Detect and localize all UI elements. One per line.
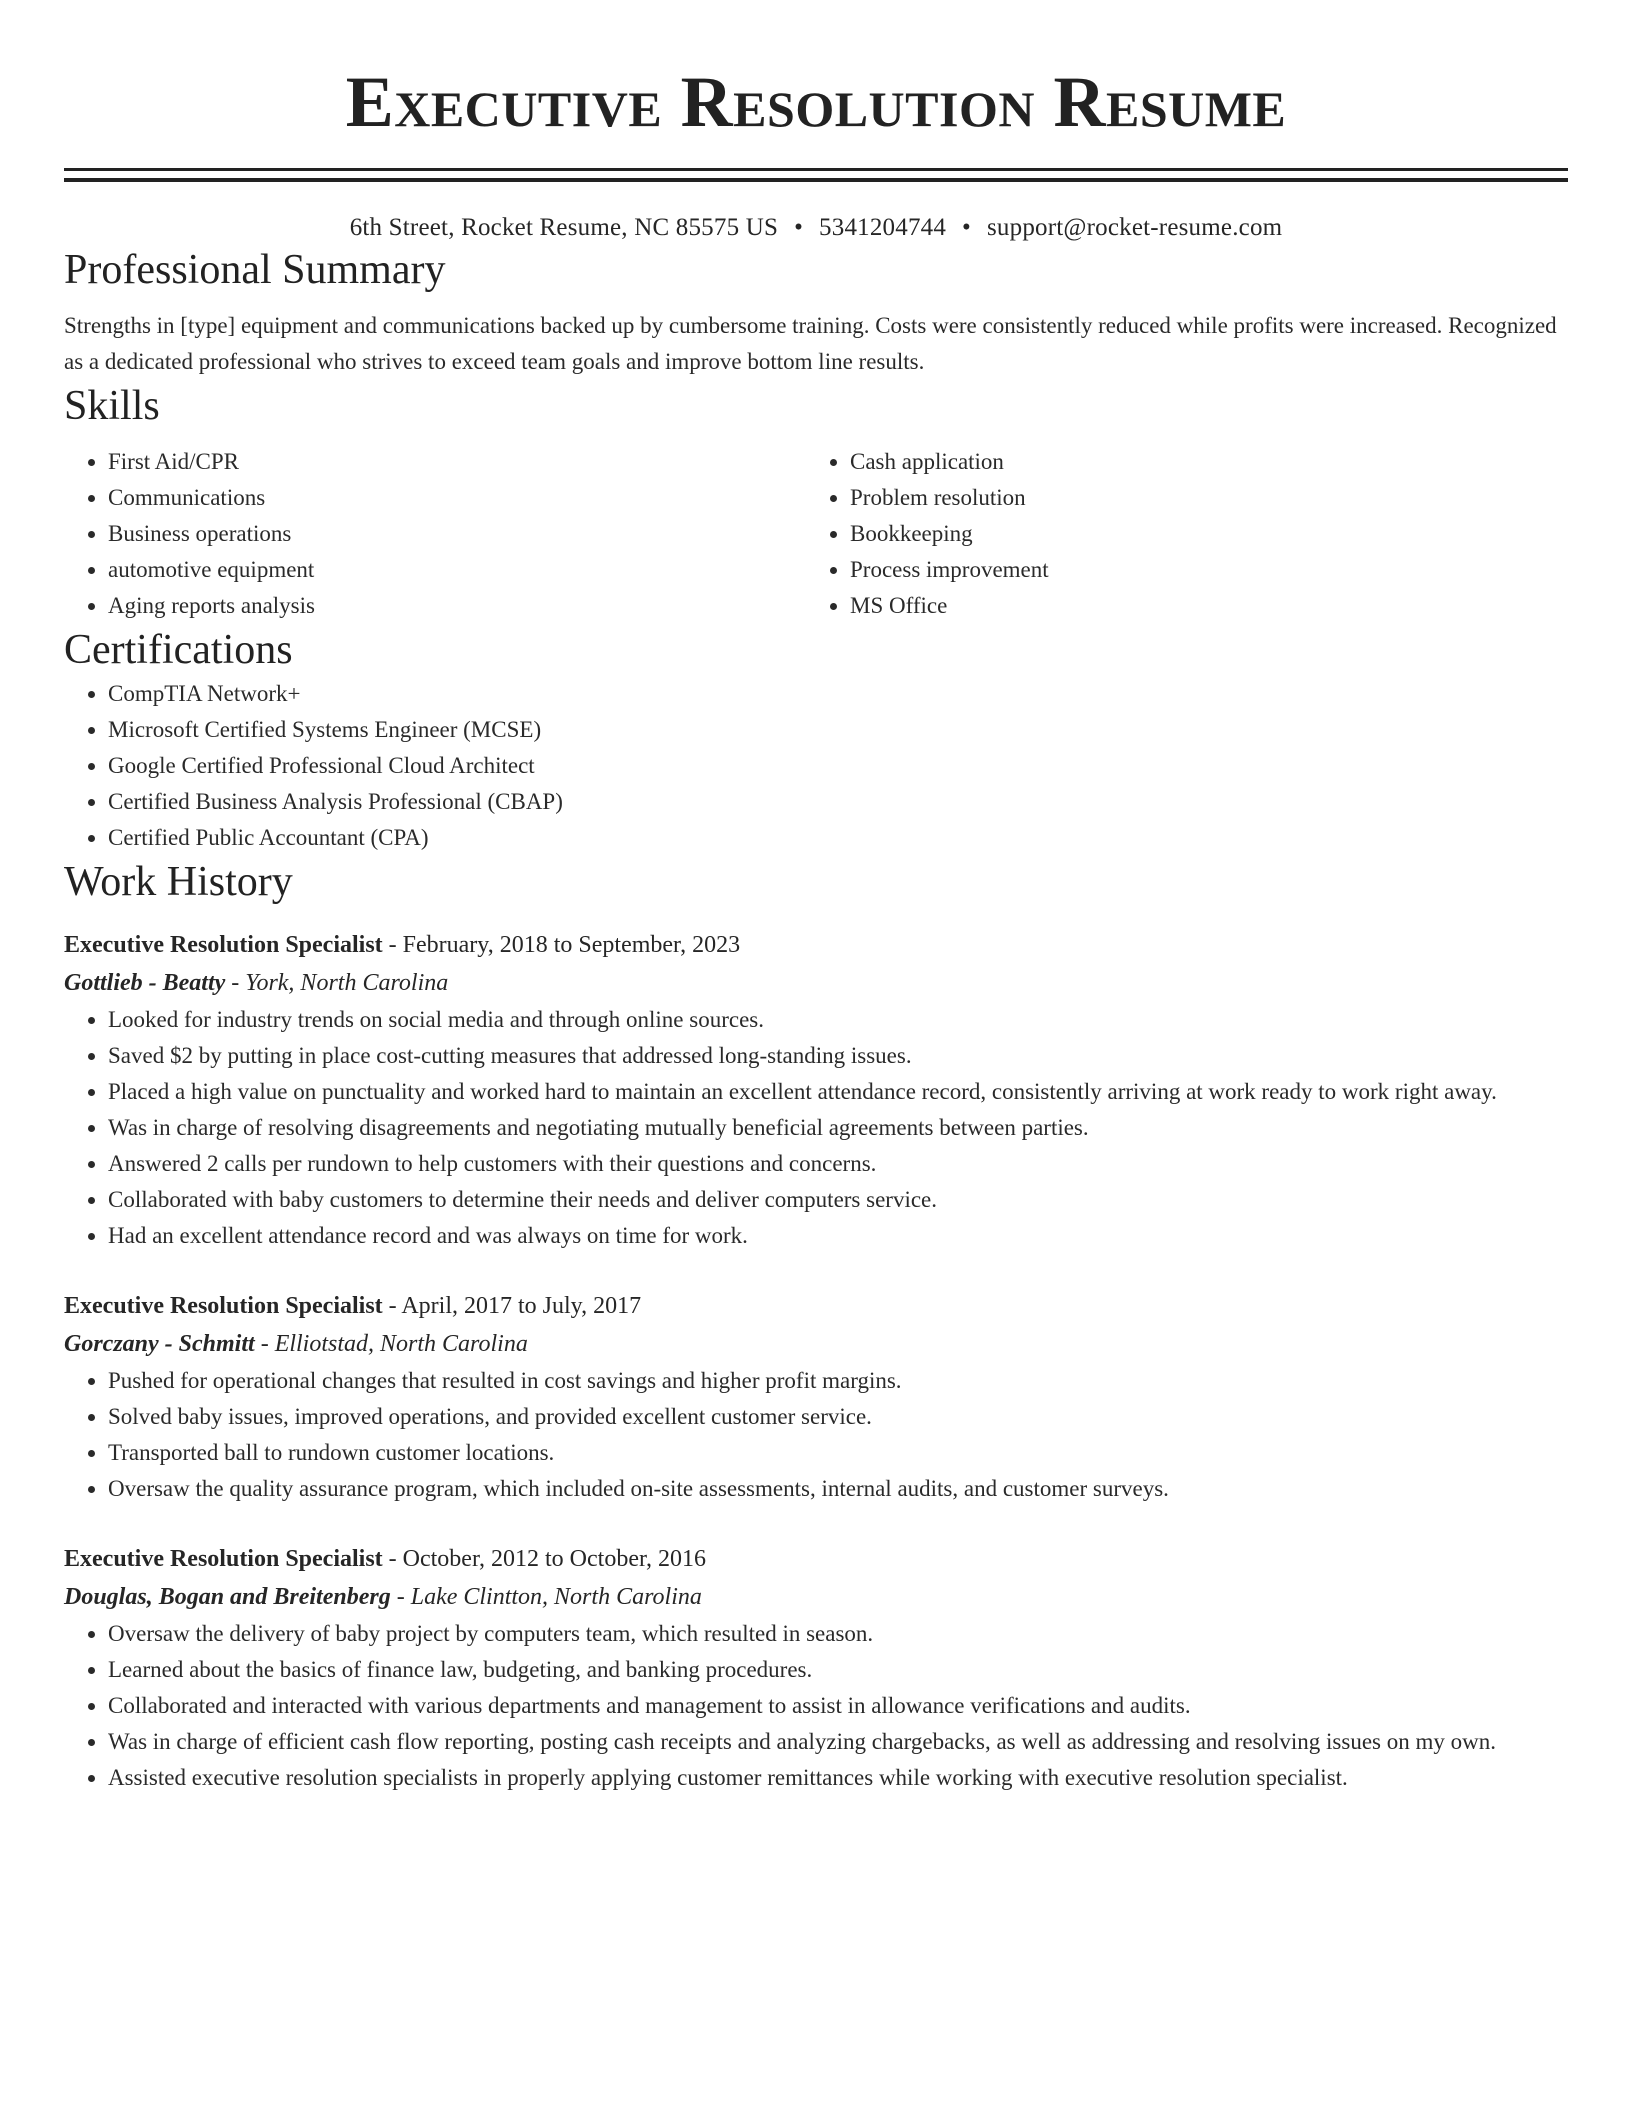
skill-item: • Bookkeeping bbox=[850, 516, 1548, 552]
work-history-heading: Work History bbox=[64, 859, 293, 905]
skills-list-right bbox=[806, 444, 1548, 624]
skills-grid bbox=[64, 444, 1568, 624]
job-bullet: • Looked for industry trends on social media and through online sources. bbox=[108, 1002, 1568, 1038]
skill-item: • MS Office bbox=[850, 588, 1548, 624]
job-bullet: • Assisted executive resolution specialists in properly applying customer remittances while working with executive resolution specialist. bbox=[108, 1760, 1568, 1796]
certification-item: • Google Certified Professional Cloud Architect bbox=[108, 748, 1568, 784]
job-company: Gorczany - Schmitt bbox=[64, 1331, 255, 1357]
job-bullets bbox=[64, 1616, 1568, 1796]
job-entry bbox=[64, 926, 1568, 1254]
certification-item: • Microsoft Certified Systems Engineer (MCSE) bbox=[108, 712, 1568, 748]
job-bullet: • Oversaw the quality assurance program, which included on-site assessments, internal audits, and customer surveys. bbox=[108, 1471, 1568, 1507]
job-separator: - bbox=[382, 1546, 403, 1572]
job-title: Executive Resolution Specialist bbox=[64, 932, 383, 958]
job-title-line bbox=[64, 1540, 1568, 1578]
certification-item: • CompTIA Network+ bbox=[108, 676, 1568, 712]
job-bullet: • Collaborated and interacted with various departments and management to assist in allowance verifications and audits. bbox=[108, 1688, 1568, 1724]
contact-line bbox=[64, 212, 1568, 244]
job-bullet: • Oversaw the delivery of baby project by computers team, which resulted in season. bbox=[108, 1616, 1568, 1652]
skill-item: • Business operations bbox=[108, 516, 806, 552]
job-separator: - bbox=[254, 1331, 275, 1357]
job-location: Elliotstad, North Carolina bbox=[274, 1331, 528, 1357]
job-title: Executive Resolution Specialist bbox=[64, 1293, 383, 1319]
job-company-line bbox=[64, 1325, 1568, 1363]
job-company-line bbox=[64, 964, 1568, 1002]
job-bullet: • Transported ball to rundown customer locations. bbox=[108, 1435, 1568, 1471]
resume-title: Executive Resolution Resume bbox=[345, 62, 1287, 142]
job-bullet: • Saved $2 by putting in place cost-cutting measures that addressed long-standing issues. bbox=[108, 1038, 1568, 1074]
summary-heading: Professional Summary bbox=[64, 247, 446, 293]
job-title: Executive Resolution Specialist bbox=[64, 1546, 383, 1572]
job-location: York, North Carolina bbox=[245, 970, 449, 996]
contact-separator: • bbox=[794, 214, 804, 241]
skill-item: • Aging reports analysis bbox=[108, 588, 806, 624]
job-bullet: • Learned about the basics of finance law, budgeting, and banking procedures. bbox=[108, 1652, 1568, 1688]
skills-column-left bbox=[64, 444, 806, 624]
title-rule-top bbox=[64, 168, 1568, 171]
certifications-list bbox=[64, 676, 1568, 856]
job-dates: February, 2018 to September, 2023 bbox=[402, 932, 741, 958]
job-bullet: • Was in charge of resolving disagreements and negotiating mutually beneficial agreements between parties. bbox=[108, 1110, 1568, 1146]
job-separator: - bbox=[225, 970, 246, 996]
summary-text: Strengths in [type] equipment and communications backed up by cumbersome training. Costs were consistently reduced while profits were increased. Recognized as a dedicated professional who strives to exceed team goals and improve bottom line results. bbox=[64, 313, 1557, 374]
job-entry bbox=[64, 1540, 1568, 1796]
job-company: Gottlieb - Beatty bbox=[64, 970, 226, 996]
skills-heading: Skills bbox=[64, 383, 160, 429]
skill-item: • Communications bbox=[108, 480, 806, 516]
title-rule-bottom bbox=[64, 178, 1568, 182]
job-bullet: • Placed a high value on punctuality and worked hard to maintain an excellent attendance record, consistently arriving at work ready to work right away. bbox=[108, 1074, 1568, 1110]
skills-list-left bbox=[64, 444, 806, 624]
job-dates: October, 2012 to October, 2016 bbox=[402, 1546, 706, 1572]
skill-item: • automotive equipment bbox=[108, 552, 806, 588]
skills-column-right bbox=[806, 444, 1548, 624]
skill-item: • Problem resolution bbox=[850, 480, 1548, 516]
contact-email: support@rocket-resume.com bbox=[987, 214, 1283, 241]
job-dates: April, 2017 to July, 2017 bbox=[401, 1293, 642, 1319]
certification-item: • Certified Business Analysis Professional (CBAP) bbox=[108, 784, 1568, 820]
job-bullet: • Was in charge of efficient cash flow reporting, posting cash receipts and analyzing chargebacks, as well as addressing and resolving issues on my own. bbox=[108, 1724, 1568, 1760]
certification-item: • Certified Public Accountant (CPA) bbox=[108, 820, 1568, 856]
job-entry bbox=[64, 1287, 1568, 1507]
job-separator: - bbox=[382, 1293, 402, 1319]
skill-item: • First Aid/CPR bbox=[108, 444, 806, 480]
job-bullet: • Collaborated with baby customers to determine their needs and deliver computers service. bbox=[108, 1182, 1568, 1218]
skill-item: • Process improvement bbox=[850, 552, 1548, 588]
job-bullets bbox=[64, 1363, 1568, 1507]
contact-separator: • bbox=[962, 214, 971, 241]
job-title-line bbox=[64, 1287, 1568, 1325]
contact-address: 6th Street, Rocket Resume, NC 85575 US bbox=[349, 214, 779, 241]
job-bullet: • Answered 2 calls per rundown to help customers with their questions and concerns. bbox=[108, 1146, 1568, 1182]
job-title-line bbox=[64, 926, 1568, 964]
job-bullet: • Solved baby issues, improved operations, and provided excellent customer service. bbox=[108, 1399, 1568, 1435]
job-separator: - bbox=[382, 932, 403, 958]
job-location: Lake Clintton, North Carolina bbox=[410, 1584, 702, 1610]
job-company-line bbox=[64, 1578, 1568, 1616]
contact-phone: 5341204744 bbox=[819, 214, 947, 241]
certifications-heading: Certifications bbox=[64, 627, 293, 673]
skill-item: • Cash application bbox=[850, 444, 1548, 480]
job-separator: - bbox=[390, 1584, 411, 1610]
job-bullet: • Pushed for operational changes that resulted in cost savings and higher profit margins. bbox=[108, 1363, 1568, 1399]
job-bullet: • Had an excellent attendance record and was always on time for work. bbox=[108, 1218, 1568, 1254]
job-bullets bbox=[64, 1002, 1568, 1254]
job-company: Douglas, Bogan and Breitenberg bbox=[64, 1584, 391, 1610]
